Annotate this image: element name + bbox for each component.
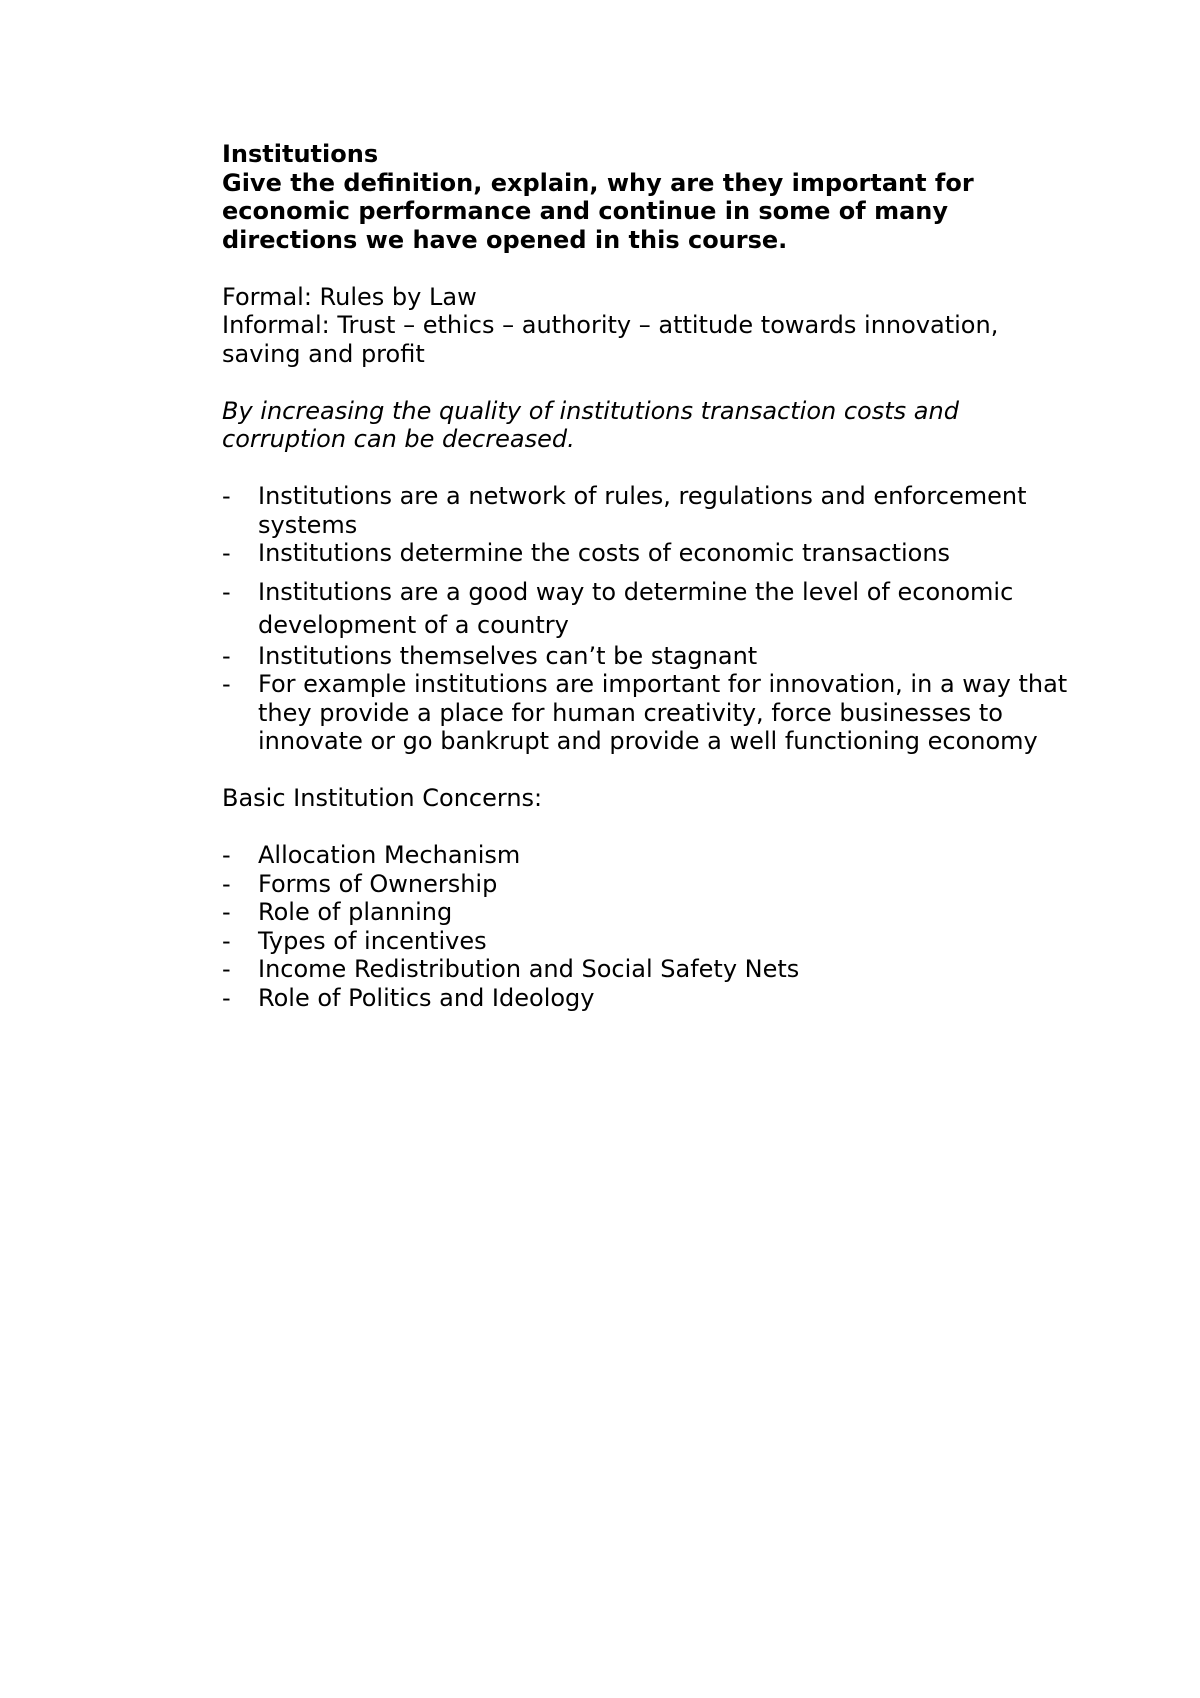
- dash-bullet: -: [222, 869, 231, 898]
- document-title: Institutions: [222, 140, 379, 168]
- dash-bullet: -: [222, 983, 231, 1012]
- document-body: [222, 140, 1072, 1012]
- list-item-text: Institutions themselves can’t be stagnant: [258, 641, 758, 670]
- list-item: [222, 955, 1072, 984]
- dash-bullet: -: [222, 641, 231, 670]
- formal-definition: Formal: Rules by Law: [222, 282, 477, 311]
- list-item: [222, 841, 1072, 870]
- list-item: [222, 870, 1072, 899]
- list-item: [222, 898, 1072, 927]
- list-item-text: Role of Politics and Ideology: [258, 983, 595, 1012]
- informal-definition: Informal: Trust – ethics – authority – attitude towards innovation, saving and profit: [222, 311, 999, 368]
- list-item-text: Income Redistribution and Social Safety Nets: [258, 955, 800, 983]
- list-item: [222, 482, 1072, 539]
- spacer: [222, 368, 1072, 397]
- dash-bullet: -: [222, 926, 231, 955]
- dash-bullet: -: [222, 577, 231, 606]
- list-item-text: Institutions are a network of rules, regulations and enforcement systems: [258, 482, 1027, 539]
- list-item: [222, 670, 1072, 756]
- concerns-heading: Basic Institution Concerns:: [222, 784, 543, 812]
- list-item: [222, 576, 1072, 642]
- list-item-text: Institutions are a good way to determine the level of economic development of a country: [258, 577, 1014, 639]
- list-item-text: Types of incentives: [258, 926, 487, 955]
- list-item-text: Institutions determine the costs of economic transactions: [258, 539, 951, 567]
- dash-bullet: -: [222, 670, 231, 698]
- list-item: [222, 927, 1072, 956]
- list-item-text: For example institutions are important for innovation, in a way that they provide a place for human creativity, force businesses to innovate or go bankrupt and provide a well functioning economy: [258, 670, 1068, 755]
- list-item: [222, 642, 1072, 671]
- concerns-list: [222, 841, 1072, 1012]
- spacer: [222, 454, 1072, 483]
- points-list: [222, 482, 1072, 756]
- spacer: [222, 756, 1072, 785]
- spacer: [222, 813, 1072, 842]
- list-item-text: Forms of Ownership: [258, 869, 498, 898]
- dash-bullet: -: [222, 955, 231, 983]
- dash-bullet: -: [222, 841, 231, 869]
- dash-bullet: -: [222, 539, 231, 567]
- dash-bullet: -: [222, 482, 231, 510]
- list-item: [222, 984, 1072, 1013]
- assignment-prompt: Give the definition, explain, why are they important for economic performance and continue in some of many directions we have opened in this course.: [222, 168, 974, 254]
- list-item-text: Allocation Mechanism: [258, 841, 521, 869]
- key-statement: By increasing the quality of institutions transaction costs and corruption can be decreased.: [222, 396, 959, 453]
- list-item-text: Role of planning: [258, 898, 453, 926]
- dash-bullet: -: [222, 898, 231, 926]
- list-item: [222, 539, 1072, 568]
- spacer: [222, 254, 1072, 283]
